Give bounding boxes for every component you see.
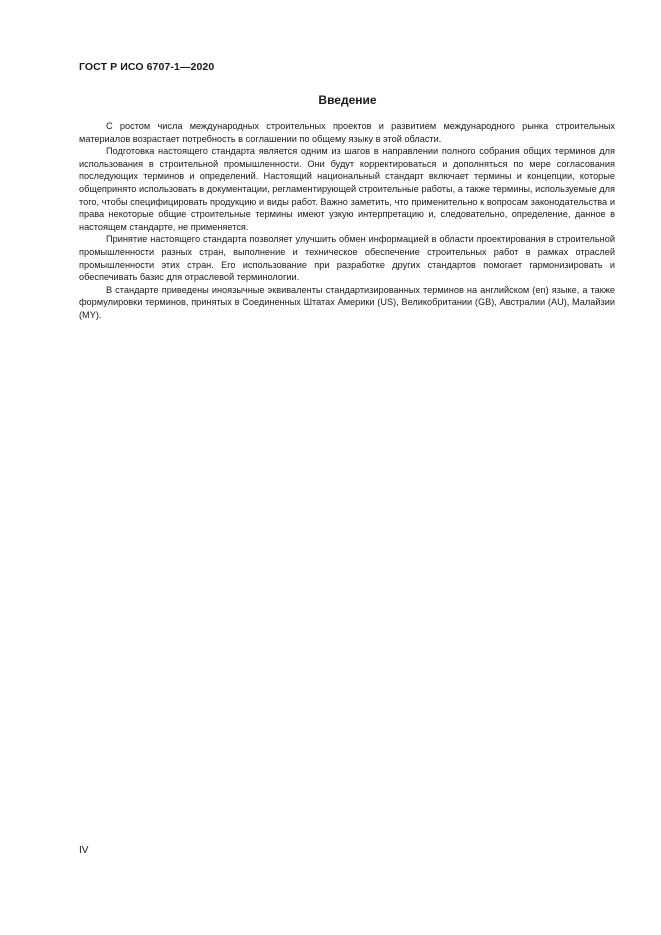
- page-number: IV: [79, 845, 89, 856]
- section-title: Введение: [318, 93, 377, 107]
- body-text: [79, 120, 615, 322]
- paragraph: Принятие настоящего стандарта позволяет улучшить обмен информацией в области проектирования в строительной промышленности разных стран, выполнение и техническое обеспечение строительных работ в рамках отраслей промышленности этих стран. Его использование при разработке других стандартов помогает гармонизировать и обеспечивать базис для отраслевой терминологии.: [79, 234, 615, 283]
- paragraph: В стандарте приведены иноязычные эквиваленты стандартизированных терминов на английском (en) языке, а также формулировки терминов, принятых в Соединенных Штатах Америки (US), Великобритании (GB), Австралии (AU), Малайзии (MY).: [79, 284, 615, 320]
- document-number: ГОСТ Р ИСО 6707-1—2020: [79, 61, 215, 73]
- paragraph: Подготовка настоящего стандарта является одним из шагов в направлении полного собрания общих терминов для использования в строительной промышленности. Они будут корректироваться и дополняться по мере согласования последующих терминов и определений. Настоящий национальный стандарт включает термины и концепции, которые общепринято использовать в документации, регламентирующей строительные работы, а также термины, используемые для того, чтобы специфицировать продукцию и виды работ. Важно заметить, что применительно к вопросам законодательства и права некоторые общие строительные термины имеют узкую интерпретацию и, следовательно, определение, данное в настоящем стандарте, не применяется.: [79, 146, 615, 232]
- paragraph: С ростом числа международных строительных проектов и развитием международного рынка строительных материалов возрастает потребность в соглашении по общему языку в этой области.: [79, 121, 615, 144]
